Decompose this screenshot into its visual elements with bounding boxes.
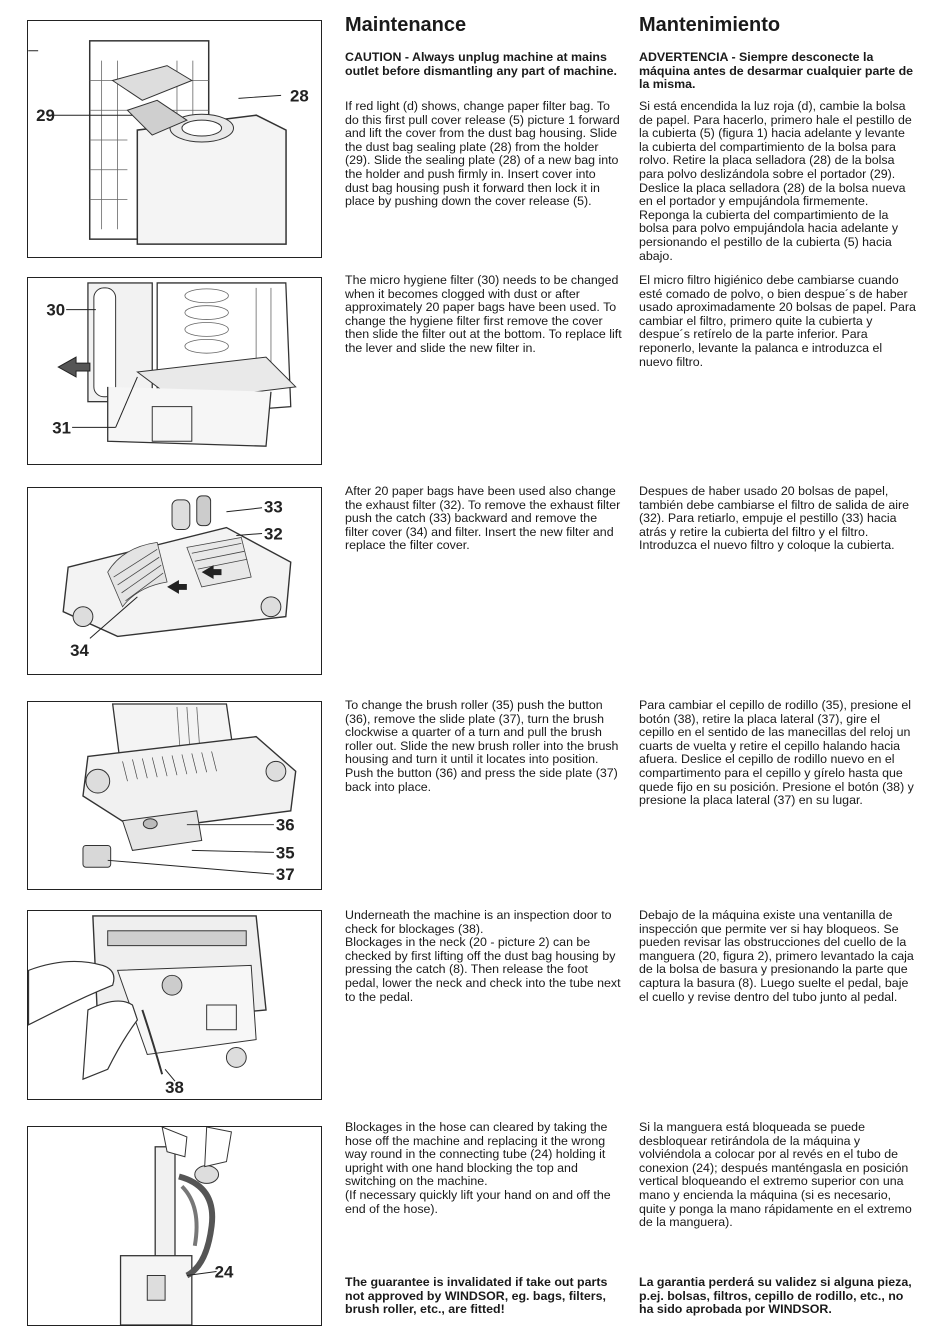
guarantee-es: La garantia perderá su validez si alguna pieza, p.ej. bolsas, filtros, cepillo de rodillo, etc., no ha sido aprobada por WINDSOR. bbox=[639, 1275, 912, 1317]
callout-34: 34 bbox=[70, 641, 89, 661]
callout-24: 24 bbox=[214, 1262, 234, 1282]
heading-maintenance: Maintenance bbox=[345, 14, 467, 36]
section-1-es: Si está encendida la luz roja (d), cambie la bolsa de papel. Para hacerlo, primero hale el pestillo de la cubierta (5) (figura 1) hacia adelante y levante la cubierta del compartimiento de la bolsa para rolvo. Retire la placa selladora (28) de la bolsa para polvo deslizándola sobre el portador (29). Deslice la placa selladora (28) de la bolsa nueva en el portador y empujándola firmemente. Reponga la cubierta del compartimiento de la bolsa para polvo empujándola hacia adelante y persionando el pestillo de la cubierta (5) hacia abajo. bbox=[639, 99, 912, 263]
guarantee-en: The guarantee is invalidated if take out parts not approved by WINDSOR, eg. bags, filters, brush roller, etc., are fitted! bbox=[345, 1275, 608, 1317]
figure-hose bbox=[27, 1126, 322, 1326]
callout-37: 37 bbox=[275, 865, 295, 885]
caution-es: ADVERTENCIA - Siempre desconecte la máquina antes de desarmar cualquier parte de la misma. bbox=[639, 50, 914, 92]
figure-dust-bag bbox=[27, 20, 322, 258]
heading-mantenimiento: Mantenimiento bbox=[639, 14, 781, 36]
figure-exhaust-filter bbox=[27, 487, 322, 675]
callout-36: 36 bbox=[275, 815, 295, 835]
caution-en: CAUTION - Always unplug machine at mains outlet before dismantling any part of machine. bbox=[345, 50, 617, 78]
section-2-es: El micro filtro higiénico debe cambiarse cuando esté comado de polvo, o bien despue´s de haber usado aproximadamente 20 bolsas de papel. Para cambiar el filtro, primero quite la cubierta y despue´s retírelo de la parte inferior. Para reponerlo, levante la palanca e introduzca el nuevo filtro. bbox=[639, 273, 916, 369]
section-4-es: Para cambiar el cepillo de rodillo (35), presione el botón (38), retire la placa lateral (37), gire el cepillo en el sentido de las manecillas del reloj un cuarts de vuelta y retire el cepillo halando hacia afuera. Deslice el cepillo de rodillo nuevo en el compartimento para el cepillo y gírelo hasta que quede fijo en su posición. Presione el botón (38) y presione la placa lateral (37) en su lugar. bbox=[639, 698, 914, 808]
callout-30: 30 bbox=[46, 300, 66, 320]
section-3-en: After 20 paper bags have been used also change the exhaust filter (32). To remove the exhaust filter push the catch (33) backward and remove the filter cover (34) and filter. Insert the new filter and replace the filter cover. bbox=[345, 484, 621, 553]
section-1-en: If red light (d) shows, change paper filter bag. To do this first pull cover release (5) picture 1 forward and lift the cover from the dust bag housing. Slide the dust bag sealing plate (28) from the holder (29). Slide the sealing plate (28) of a new bag into the holder and push firmly in. Insert cover into dust bag housing push it forward then lock it in place by pushing down the cover release (5). bbox=[345, 99, 620, 209]
callout-33: 33 bbox=[264, 497, 283, 517]
section-5-en: Underneath the machine is an inspection door to check for blockages (38). Blockages in the neck (20 - picture 2) can be checked by first lifting off the dust bag housing by pressing the catch (8). Then release the foot pedal, lower the neck and check into the tube next to the pedal. bbox=[345, 908, 621, 1004]
figure-hygiene-filter bbox=[27, 277, 322, 465]
section-2-en: The micro hygiene filter (30) needs to be changed when it becomes clogged with dust or after approximately 20 paper bags have been used. To change the hygiene filter first remove the cover then slide the filter out at the bottom. To replace lift the lever and slide the new filter in. bbox=[345, 273, 622, 355]
callout-35: 35 bbox=[275, 843, 295, 863]
callout-28: 28 bbox=[290, 86, 309, 106]
section-6-es: Si la manguera está bloqueada se puede desbloquear retirándola de la máquina y volviéndola a colocar por al revés en el tubo de conexion (24); después manténgasla en posición vertical bloqueando el extremo superior con una mano y encienda la máquina (si es necesario, quite y ponga la mano rápidamente en el extremo de la manguera). bbox=[639, 1120, 912, 1230]
callout-29: 29 bbox=[36, 106, 55, 126]
section-3-es: Despues de haber usado 20 bolsas de papel, también debe cambiarse el filtro de salida de aire (32). Para retiarlo, empuje el pestillo (33) hacia atrás y retire la cubierta del filtro y el filtro. Introduzca el nuevo filtro y coloque la cubierta. bbox=[639, 484, 909, 553]
section-6-en: Blockages in the hose can cleared by taking the hose off the machine and replacing it the wrong way round in the connecting tube (24) holding it upright with one hand blocking the top and switching on the machine. (If necessary quickly lift your hand on and off the end of the hose). bbox=[345, 1120, 611, 1216]
figure-brush-roller bbox=[27, 701, 322, 890]
callout-38: 38 bbox=[165, 1078, 184, 1098]
callout-32: 32 bbox=[264, 524, 283, 544]
figure-inspection-door bbox=[27, 910, 322, 1100]
callout-31: 31 bbox=[52, 418, 72, 438]
section-4-en: To change the brush roller (35) push the button (36), remove the slide plate (37), turn the brush clockwise a quarter of a turn and pull the brush roller out. Slide the new brush roller into the brush housing and turn it until it locates into position. Push the button (36) and press the side plate (37) back into place. bbox=[345, 698, 619, 794]
section-5-es: Debajo de la máquina existe una ventanilla de inspección que permite ver si hay bloqueos. Se pueden revisar las obstrucciones del cuello de la manguera (20, figura 2), primero levantado la caja de la bolsa de basura y presionando la parte que captura la basura (8). Luego suelte el pedal, baje el cuello y revise dentro del tubo junto al pedal. bbox=[639, 908, 914, 1004]
